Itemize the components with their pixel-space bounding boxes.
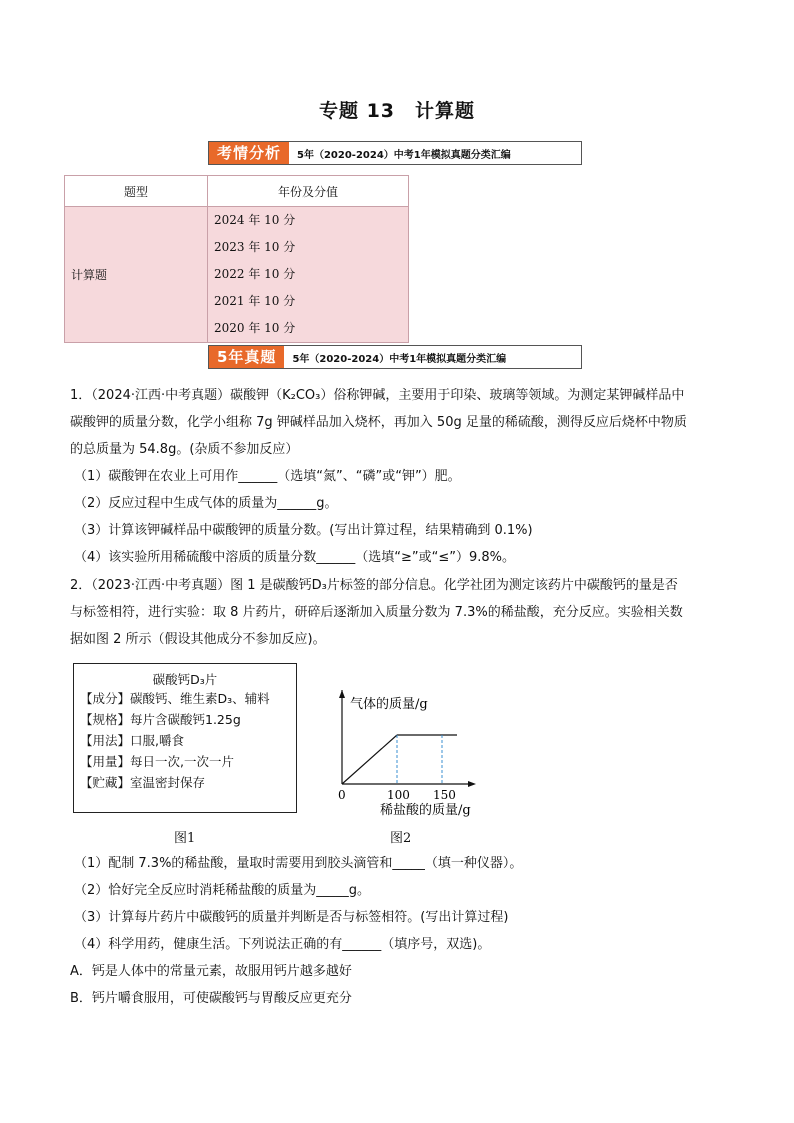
year-line: 2022 年 10 分: [214, 267, 296, 281]
medicine-label-figure: [73, 663, 297, 813]
question-2: [70, 572, 730, 653]
label-line: 【用量】每日一次,一次一片: [80, 754, 234, 769]
analysis-subtitle: 5年（2020-2024）中考1年模拟真题分类汇编: [297, 149, 511, 161]
reaction-line: [342, 735, 397, 784]
q1-sub-4: （4）该实验所用稀硫酸中溶质的质量分数______（选填“≥”或“≤”）9.8%。: [74, 550, 516, 565]
q1-line: 1．（2024·江西·中考真题）碳酸钾（K₂CO₃）俗称钾碱，主要用于印染、玻璃等领域。为测定某钾碱样品中: [70, 388, 685, 403]
q2-sub-4: （4）科学用药，健康生活。下列说法正确的有______（填序号，双选)。: [74, 937, 491, 952]
gas-mass-chart: [330, 690, 480, 820]
y-axis-arrow: [339, 690, 345, 698]
analysis-banner: [208, 141, 582, 165]
label-line: 【贮藏】室温密封保存: [80, 775, 206, 790]
q1-sub-1: （1）碳酸钾在农业上可用作______（选填“氮”、“磷”或“钾”）肥。: [74, 469, 461, 484]
question-1: [70, 382, 730, 571]
year-line: 2023 年 10 分: [214, 240, 296, 254]
q1-line: 碳酸钾的质量分数，化学小组称 7g 钾碱样品加入烧杯，再加入 50g 足量的稀硫酸，测得反应后烧杯中物质: [70, 415, 687, 430]
figure-2-caption: 图2: [390, 831, 412, 846]
origin-label: 0: [338, 788, 346, 802]
tick-label: 150: [433, 788, 456, 802]
table-header-type: 题型: [65, 176, 208, 207]
tick-label: 100: [387, 788, 410, 802]
question-2-subquestions: [70, 850, 730, 1012]
option-a: A．钙是人体中的常量元素，故服用钙片越多越好: [70, 964, 352, 979]
table-cell-years: [208, 207, 409, 343]
analysis-tag: 考情分析: [209, 142, 289, 164]
label-line: 【用法】口服,嚼食: [80, 733, 184, 748]
q2-sub-1: （1）配制 7.3%的稀盐酸，量取时需要用到胶头滴管和_____（填一种仪器）。: [74, 856, 523, 871]
y-axis-label: 气体的质量/g: [350, 697, 428, 712]
page-title: 专题 13 计算题: [318, 100, 476, 122]
five-year-tag: 5年真题: [209, 346, 284, 368]
figure-1-caption: 图1: [174, 831, 196, 846]
option-b: B．钙片嚼食服用，可使碳酸钙与胃酸反应更充分: [70, 991, 352, 1006]
q2-sub-3: （3）计算每片药片中碳酸钙的质量并判断是否与标签相符。(写出计算过程): [74, 910, 509, 925]
q2-line: 据如图 2 所示（假设其他成分不参加反应)。: [70, 632, 326, 647]
label-line: 【规格】每片含碳酸钙1.25g: [80, 712, 241, 727]
table-cell-type: 计算题: [65, 207, 208, 343]
year-line: 2020 年 10 分: [214, 321, 296, 335]
q1-sub-2: （2）反应过程中生成气体的质量为______g。: [74, 496, 338, 511]
year-line: 2021 年 10 分: [214, 294, 296, 308]
table-header-years: 年份及分值: [208, 176, 409, 207]
q1-line: 的总质量为 54.8g。(杂质不参加反应）: [70, 442, 299, 457]
q1-sub-3: （3）计算该钾碱样品中碳酸钾的质量分数。(写出计算过程，结果精确到 0.1%): [74, 523, 533, 538]
q2-line: 2．（2023·江西·中考真题）图 1 是碳酸钙D₃片标签的部分信息。化学社团为测定该药片中碳酸钙的量是否: [70, 578, 678, 593]
q2-sub-2: （2）恰好完全反应时消耗稀盐酸的质量为_____g。: [74, 883, 371, 898]
year-line: 2024 年 10 分: [214, 213, 296, 227]
exam-analysis-table: [64, 175, 409, 343]
x-axis-arrow: [468, 781, 476, 787]
label-title: 碳酸钙D₃片: [152, 672, 218, 687]
five-year-subtitle: 5年（2020-2024）中考1年模拟真题分类汇编: [292, 353, 507, 365]
x-axis-label: 稀盐酸的质量/g: [380, 803, 471, 818]
five-year-banner: [208, 345, 582, 369]
label-line: 【成分】碳酸钙、维生素D₃、辅料: [80, 691, 270, 706]
q2-line: 与标签相符，进行实验：取 8 片药片，研碎后逐渐加入质量分数为 7.3%的稀盐酸，充分反应。实验相关数: [70, 605, 683, 620]
